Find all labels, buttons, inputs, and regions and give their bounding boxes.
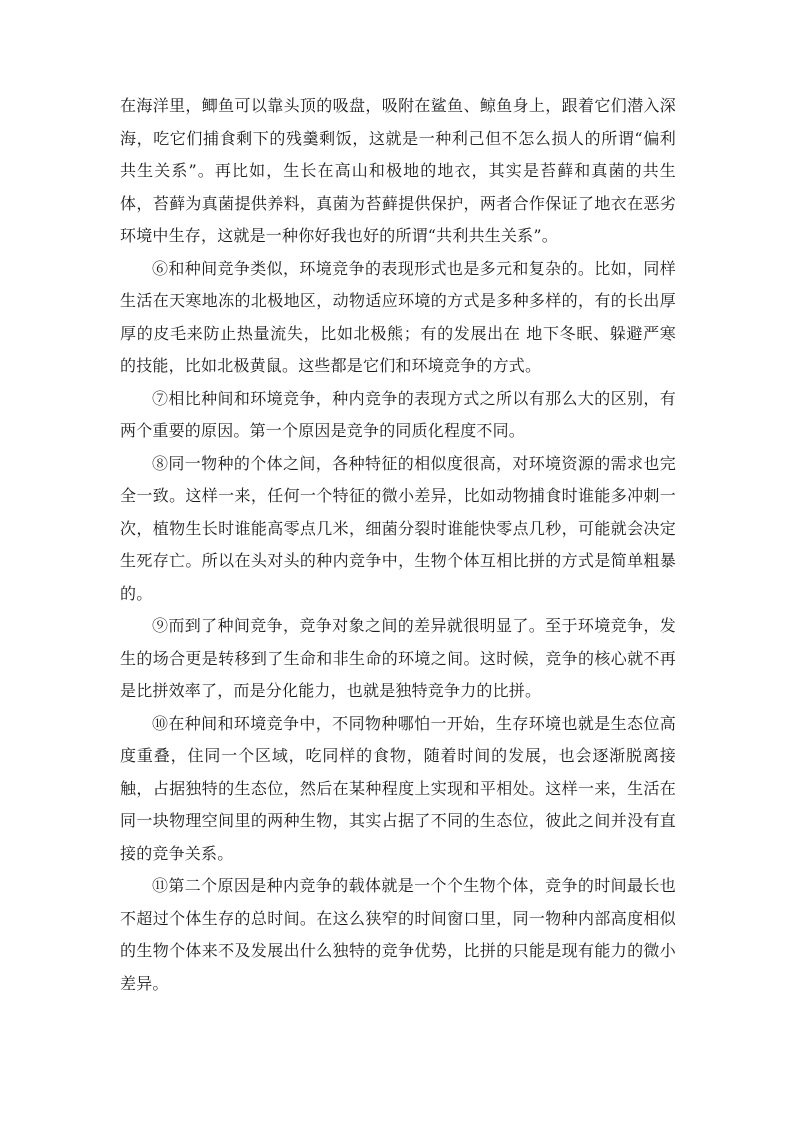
paragraph-6: ⑥和种间竞争类似，环境竞争的表现形式也是多元和复杂的。比如，同样生活在天寒地冻的北极地区，动物适应环境的方式是多种多样的，有的长出厚厚的皮毛来防止热量流失，比如北极熊；有的发展出在 地下冬眠、躲避严寒的技能，比如北极黄鼠。这些都是它们和环境竞争的方式。: [120, 258, 676, 375]
paragraph-8: ⑧同一物种的个体之间，各种特征的相似度很高，对环境资源的需求也完全一致。这样一来，任何一个特征的微小差异，比如动物捕食时谁能多冲刺一次，植物生长时谁能高零点几米，细菌分裂时谁能快零点几秒，可能就会决定生死存亡。所以在头对头的种内竞争中，生物个体互相比拼的方式是简单粗暴的。: [120, 453, 676, 603]
paragraph-11: ⑪第二个原因是种内竞争的载体就是一个个生物个体，竞争的时间最长也不超过个体生存的总时间。在这么狭窄的时间窗口里，同一物种内部高度相似的生物个体来不及发展出什么独特的竞争优势，比拼的只能是现有能力的微小差异。: [120, 876, 676, 993]
paragraph-9: ⑨而到了种间竞争，竞争对象之间的差异就很明显了。至于环境竞争，发生的场合更是转移到了生命和非生命的环境之间。这时候，竞争的核心就不再是比拼效率了，而是分化能力，也就是独特竞争力的比拼。: [120, 616, 676, 700]
paragraph-10: ⑩在种间和环境竞争中，不同物种哪怕一开始，生存环境也就是生态位高度重叠，住同一个区域，吃同样的食物，随着时间的发展，也会逐渐脱离接触，占据独特的生态位，然后在某种程度上实现和平相处。这样一来，生活在同一块物理空间里的两种生物，其实占据了不同的生态位，彼此之间并没有直接的竞争关系。: [120, 713, 676, 863]
document-page: [120, 90, 676, 1000]
paragraph-1: 在海洋里，鲫鱼可以靠头顶的吸盘，吸附在鲨鱼、鲸鱼身上，跟着它们潜入深海，吃它们捕食剩下的残羹剩饭，这就是一种利己但不怎么损人的所谓“偏利共生关系”。再比如，生长在高山和极地的地衣，其实是苔藓和真菌的共生体，苔藓为真菌提供养料，真菌为苔藓提供保护，两者合作保证了地衣在恶劣环境中生存，这就是一种你好我也好的所谓“共利共生关系”。: [120, 96, 676, 245]
paragraph-7: ⑦相比种间和环境竞争，种内竞争的表现方式之所以有那么大的区别，有两个重要的原因。第一个原因是竞争的同质化程度不同。: [120, 388, 676, 440]
